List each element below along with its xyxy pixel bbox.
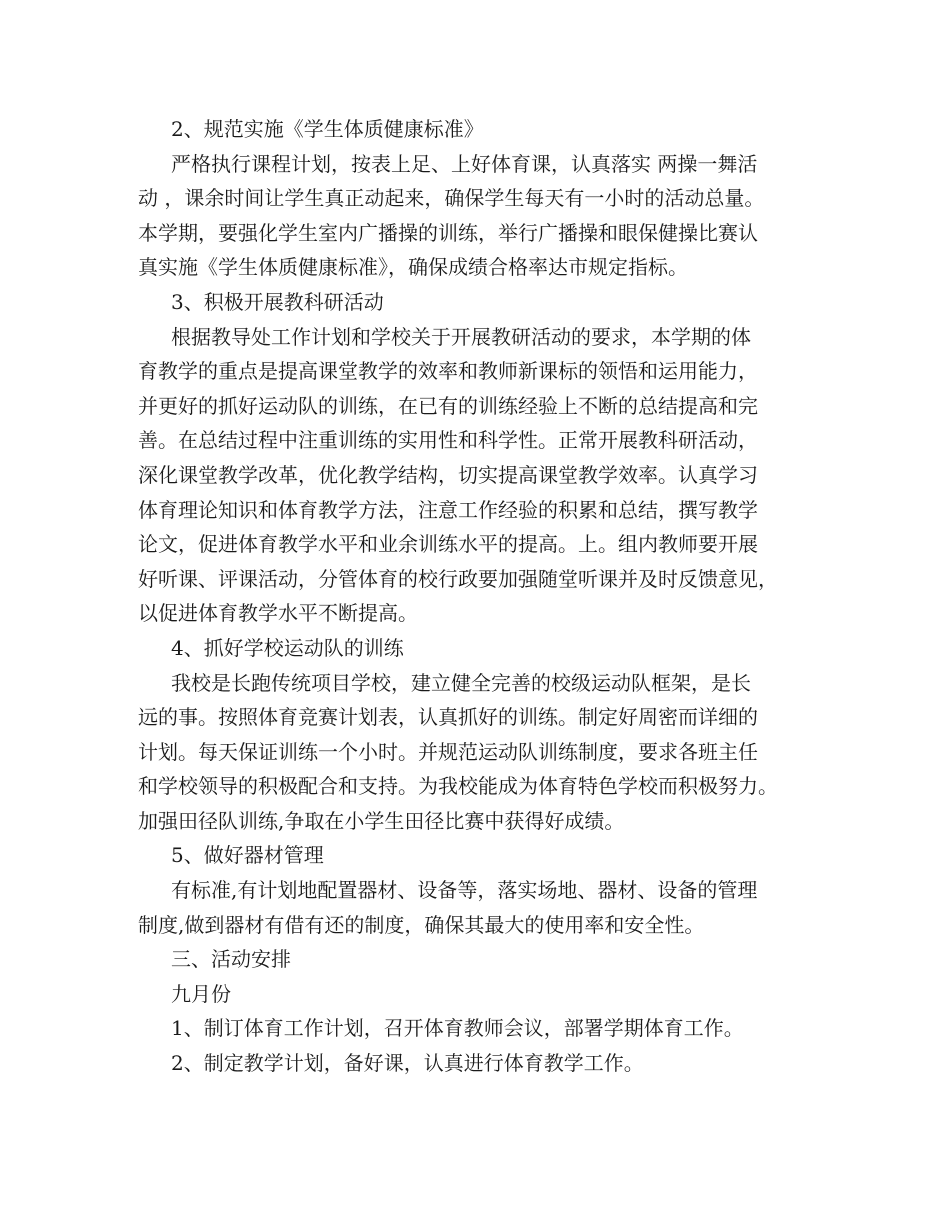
month-heading: 九月份 [171,981,231,1006]
paragraph-line: 真实施《学生体质健康标准》，确保成绩合格率达市规定指标。 [138,255,688,280]
paragraph-line: 深化课堂教学改革，优化教学结构，切实提高课堂教学效率。认真学习 [138,462,758,487]
list-item: 2、制定教学计划，备好课，认真进行体育教学工作。 [171,1051,644,1076]
paragraph-line: 好听课、评课活动，分管体育的校行政要加强随堂听课并及时反馈意见， [138,566,778,591]
paragraph-line: 远的事。按照体育竞赛计划表，认真抓好的训练。制定好周密而详细的 [138,705,758,730]
paragraph-line: 体育理论知识和体育教学方法，注意工作经验的积累和总结，撰写教学 [138,497,758,522]
paragraph-line: 论文，促进体育教学水平和业余训练水平的提高。上。组内教师要开展 [138,532,758,557]
document-body [138,112,838,1081]
paragraph-line: 计划。每天保证训练一个小时。并规范运动队训练制度，要求各班主任 [138,739,758,764]
paragraph-line: 育教学的重点是提高课堂教学的效率和教师新课标的领悟和运用能力， [138,359,758,384]
section-heading: 三、活动安排 [171,947,291,972]
paragraph-line: 善。在总结过程中注重训练的实用性和科学性。正常开展教科研活动， [138,428,758,453]
paragraph-line: 有标准,有计划地配置器材、设备等，落实场地、器材、设备的管理 [171,878,758,903]
paragraph-line: 严格执行课程计划，按表上足、上好体育课，认真落实 两操一舞活 [171,151,758,176]
paragraph-line: 我校是长跑传统项目学校，建立健全完善的校级运动队框架，是长 [171,670,751,695]
heading-line: 4、抓好学校运动队的训练 [171,635,404,660]
paragraph-line: 和学校领导的积极配合和支持。为我校能成为体育特色学校而积极努力。 [138,774,778,799]
paragraph-line: 加强田径队训练,争取在小学生田径比赛中获得好成绩。 [138,808,625,833]
paragraph-line: 以促进体育教学水平不断提高。 [138,601,418,626]
paragraph-line: 制度,做到器材有借有还的制度，确保其最大的使用率和安全性。 [138,912,705,937]
heading-line: 5、做好器材管理 [171,843,324,868]
paragraph-line: 并更好的抓好运动队的训练，在已有的训练经验上不断的总结提高和完 [138,393,758,418]
heading-line: 2、规范实施《学生体质健康标准》 [171,117,484,141]
paragraph-line: 动 ，课余时间让学生真正动起来，确保学生每天有一小时的活动总量。 [138,186,765,211]
list-item: 1、制订体育工作计划，召开体育教师会议，部署学期体育工作。 [171,1016,744,1041]
paragraph-line: 根据教导处工作计划和学校关于开展教研活动的要求，本学期的体 [171,324,751,349]
paragraph-line: 本学期，要强化学生室内广播操的训练，举行广播操和眼保健操比赛认 [138,220,758,245]
heading-line: 3、积极开展教科研活动 [171,289,384,314]
